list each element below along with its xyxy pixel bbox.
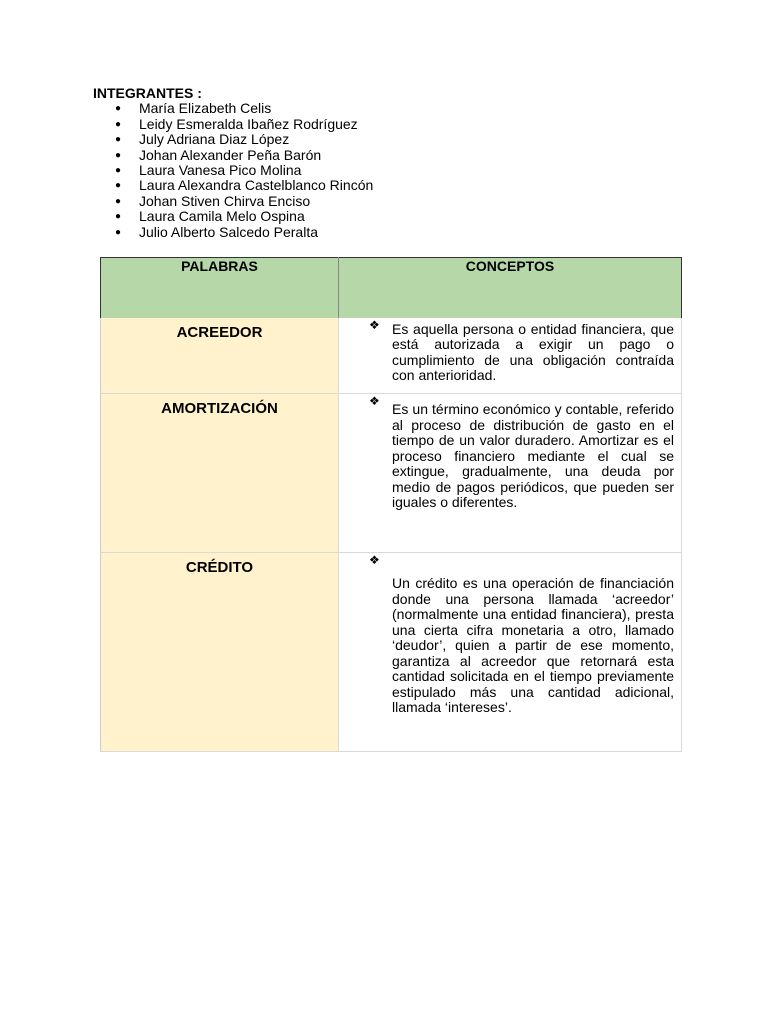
members-section bbox=[93, 86, 373, 240]
list-item bbox=[93, 225, 373, 240]
list-item bbox=[93, 101, 373, 116]
definition-acreedor: Es aquella persona o entidad financiera, que está autorizada a exigir un pago o cumplimiento de una obligación contraída con anterioridad. bbox=[392, 320, 674, 383]
table-header-row bbox=[101, 258, 682, 318]
list-item bbox=[93, 194, 373, 209]
concept-cell bbox=[339, 318, 682, 394]
member-name: Johan Alexander Peña Barón bbox=[139, 146, 322, 163]
definition-credito: Un crédito es una operación de financiación donde una persona llamada ‘acreedor’ (normalmente una entidad financiera), presta una cierta cifra monetaria a otro, llamado ‘deudor’, quien a partir de ese momento, garantiza al acreedor que retornará esta cantidad solicitada en el tiempo previamente estipulado más una cantidad adicional, llamada ‘intereses’. bbox=[392, 575, 674, 715]
term-credito: CRÉDITO bbox=[101, 553, 339, 752]
member-name: Julio Alberto Salcedo Peralta bbox=[139, 223, 318, 240]
bullet-icon: ● bbox=[115, 149, 122, 161]
list-item bbox=[93, 178, 373, 193]
bullet-icon: ● bbox=[115, 165, 122, 177]
table-row bbox=[101, 318, 682, 394]
members-list bbox=[93, 101, 373, 240]
bullet-icon: ● bbox=[115, 118, 122, 130]
concept-item bbox=[339, 318, 681, 384]
members-heading: INTEGRANTES : bbox=[93, 85, 202, 101]
member-name: Johan Stiven Chirva Enciso bbox=[139, 192, 311, 209]
bullet-icon: ● bbox=[115, 211, 122, 223]
table-row bbox=[101, 553, 682, 752]
list-item bbox=[93, 132, 373, 147]
list-item bbox=[93, 117, 373, 132]
member-name: Leidy Esmeralda Ibañez Rodríguez bbox=[139, 115, 358, 132]
concept-item bbox=[339, 553, 681, 716]
bullet-icon: ● bbox=[115, 134, 122, 146]
member-name: María Elizabeth Celis bbox=[139, 100, 272, 117]
list-item bbox=[93, 148, 373, 163]
term-amortizacion: AMORTIZACIÓN bbox=[101, 394, 339, 553]
member-name: Laura Vanesa Pico Molina bbox=[139, 162, 302, 179]
table-row bbox=[101, 394, 682, 553]
bullet-icon: ● bbox=[115, 195, 122, 207]
member-name: Laura Camila Melo Ospina bbox=[139, 208, 305, 225]
definition-amortizacion: Es un término económico y contable, referido al proceso de distribución de gasto en el tiempo de un valor duradero. Amortizar es el proceso financiero mediante el cual se extingue, gradualmente, una deuda por medio de pagos periódicos, que pueden ser iguales o diferentes. bbox=[392, 401, 674, 510]
concept-cell bbox=[339, 553, 682, 752]
list-item bbox=[93, 209, 373, 224]
list-item bbox=[93, 163, 373, 178]
bullet-icon: ● bbox=[115, 103, 122, 115]
diamond-bullet-icon: ❖ bbox=[369, 553, 380, 567]
vocabulary-table bbox=[100, 257, 682, 752]
member-name: Laura Alexandra Castelblanco Rincón bbox=[139, 177, 374, 194]
member-name: July Adriana Diaz López bbox=[139, 131, 290, 148]
diamond-bullet-icon: ❖ bbox=[369, 394, 380, 408]
term-acreedor: ACREEDOR bbox=[101, 318, 339, 394]
bullet-icon: ● bbox=[115, 180, 122, 192]
header-words: PALABRAS bbox=[101, 258, 339, 318]
bullet-icon: ● bbox=[115, 226, 122, 238]
diamond-bullet-icon: ❖ bbox=[369, 317, 380, 332]
concept-cell bbox=[339, 394, 682, 553]
header-concepts: CONCEPTOS bbox=[339, 258, 682, 318]
concept-item bbox=[339, 394, 681, 511]
